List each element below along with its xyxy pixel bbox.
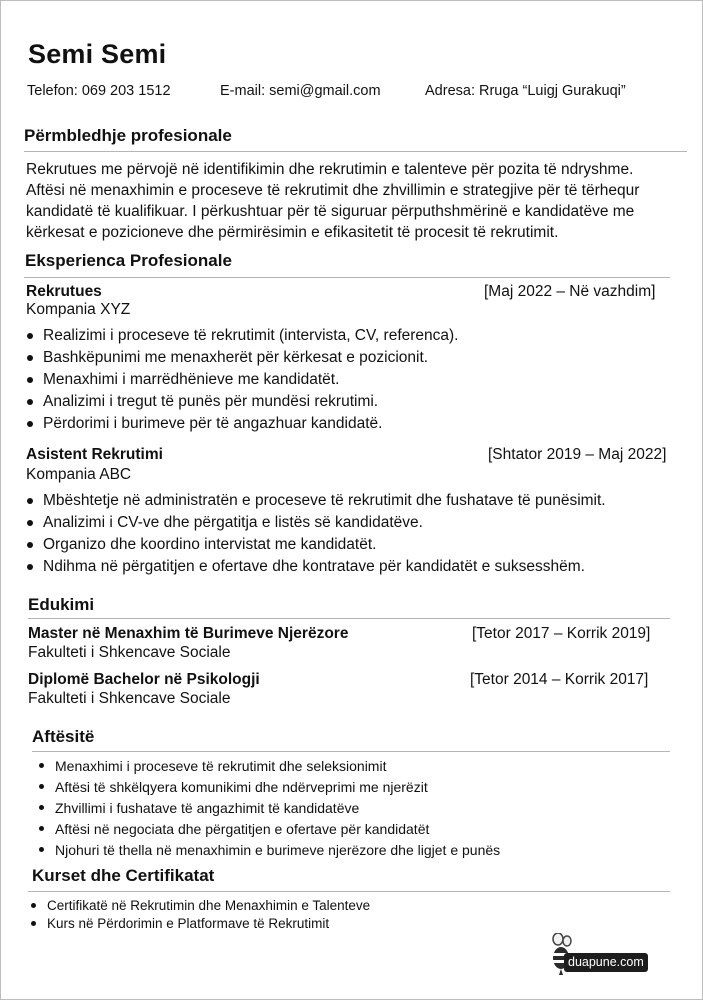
phone: Telefon: 069 203 1512 xyxy=(27,83,171,99)
summary-divider xyxy=(24,151,687,152)
skills-divider xyxy=(32,751,670,752)
email: E-mail: semi@gmail.com xyxy=(220,83,381,99)
experience-divider xyxy=(24,277,670,278)
school-name: Fakulteti i Shkencave Sociale xyxy=(28,644,231,661)
summary-title: Përmbledhje profesionale xyxy=(24,126,232,145)
list-item: Kurs në Përdorimin e Platformave të Rekrutimit xyxy=(29,915,370,933)
job-duties xyxy=(25,490,606,578)
list-item: Menaxhimi i proceseve të rekrutimit dhe seleksionimit xyxy=(37,756,500,777)
skills-list xyxy=(37,756,500,861)
education-title: Edukimi xyxy=(28,595,95,614)
job-company: Kompania ABC xyxy=(26,466,132,483)
logo-text: duapune.com xyxy=(564,953,648,972)
summary-text xyxy=(26,159,686,243)
summary-line: kërkesat e pozicioneve dhe përmirësimin e efikasitetit të procesit të rekrutimit. xyxy=(26,224,559,241)
list-item: Realizimi i proceseve të rekrutimit (intervista, CV, referenca). xyxy=(25,325,458,347)
address: Adresa: Rruga “Luigj Gurakuqi” xyxy=(425,83,626,99)
list-item: Zhvillimi i fushatave të angazhimit të kandidatëve xyxy=(37,798,500,819)
list-item: Njohuri të thella në menaxhimin e burimeve njerëzore dhe ligjet e punës xyxy=(37,840,500,861)
job-duties xyxy=(25,325,458,435)
list-item: Menaxhimi i marrëdhënieve me kandidatët. xyxy=(25,369,458,391)
job-title: Rekrutues xyxy=(26,283,102,300)
job-date: [Shtator 2019 – Maj 2022] xyxy=(488,446,667,463)
courses-divider xyxy=(28,891,670,892)
list-item: Certifikatë në Rekrutimin dhe Menaxhimin e Talenteve xyxy=(29,897,370,915)
list-item: Analizimi i tregut të punës për mundësi rekrutimi. xyxy=(25,391,458,413)
list-item: Bashkëpunimi me menaxherët për kërkesat e pozicionit. xyxy=(25,347,458,369)
summary-line: kandidatë të kualifikuar. I përkushtuar për të siguruar përputhshmërinë e kandidatëve me xyxy=(26,203,635,220)
job-company: Kompania XYZ xyxy=(26,301,131,318)
candidate-name: Semi Semi xyxy=(28,39,167,69)
list-item: Aftësi në negociata dhe përgatitjen e ofertave për kandidatët xyxy=(37,819,500,840)
summary-line: Aftësi në menaxhimin e proceseve të rekrutimit dhe zhvillimin e strategjive për të tërhequr xyxy=(26,182,640,199)
education-divider xyxy=(28,618,670,619)
experience-title: Eksperienca Profesionale xyxy=(25,251,232,270)
courses-title: Kurset dhe Certifikatat xyxy=(32,866,215,885)
summary-line: Rekrutues me përvojë në identifikimin dhe rekrutimin e talenteve për pozita të ndryshme. xyxy=(26,161,634,178)
job-title: Asistent Rekrutimi xyxy=(26,446,163,463)
list-item: Ndihma në përgatitjen e ofertave dhe kontratave për kandidatët e suksesshëm. xyxy=(25,556,606,578)
skills-title: Aftësitë xyxy=(32,727,95,746)
courses-list xyxy=(29,897,370,933)
list-item: Organizo dhe koordino intervistat me kandidatët. xyxy=(25,534,606,556)
duapune-logo xyxy=(549,933,659,975)
list-item: Aftësi të shkëlqyera komunikimi dhe ndërveprimi me njerëzit xyxy=(37,777,500,798)
job-date: [Maj 2022 – Në vazhdim] xyxy=(484,283,656,300)
degree-title: Master në Menaxhim të Burimeve Njerëzore xyxy=(28,625,349,642)
degree-date: [Tetor 2014 – Korrik 2017] xyxy=(470,671,649,688)
degree-title: Diplomë Bachelor në Psikologji xyxy=(28,671,260,688)
list-item: Analizimi i CV-ve dhe përgatitja e listës së kandidatëve. xyxy=(25,512,606,534)
degree-date: [Tetor 2017 – Korrik 2019] xyxy=(472,625,651,642)
school-name: Fakulteti i Shkencave Sociale xyxy=(28,690,231,707)
list-item: Mbështetje në administratën e proceseve të rekrutimit dhe fushatave të punësimit. xyxy=(25,490,606,512)
list-item: Përdorimi i burimeve për të angazhuar kandidatë. xyxy=(25,413,458,435)
